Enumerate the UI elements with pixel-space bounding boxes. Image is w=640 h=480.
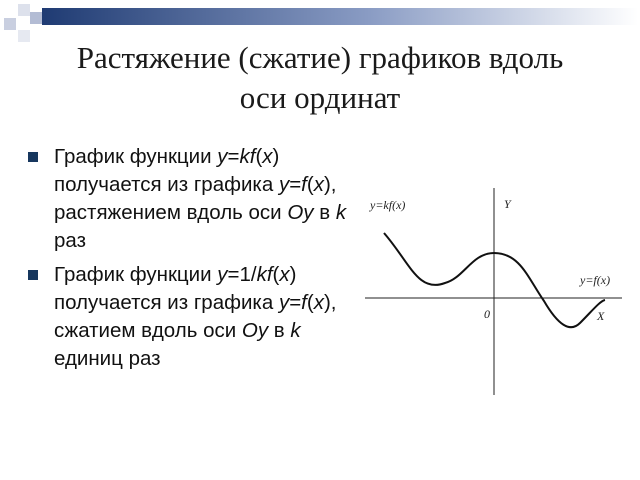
math-symbol: y bbox=[278, 291, 290, 314]
bullet-text-segment: ) получается из графика bbox=[54, 263, 297, 314]
square-bullet-icon bbox=[28, 270, 38, 280]
bullet-text-segment: ) получается из графика bbox=[54, 145, 280, 196]
bullet-text bbox=[54, 261, 358, 373]
bullet-text-segment: ( bbox=[255, 145, 263, 168]
bullet-text-segment: = bbox=[289, 173, 302, 196]
math-symbol: Oy bbox=[287, 201, 314, 224]
math-symbol: kf bbox=[256, 263, 273, 286]
math-symbol: x bbox=[313, 291, 324, 314]
origin-label: 0 bbox=[484, 307, 490, 321]
title-line-2: оси ординат bbox=[239, 80, 401, 115]
square-bullet-icon bbox=[28, 152, 38, 162]
math-symbol: k bbox=[290, 319, 301, 342]
bullet-text bbox=[54, 143, 358, 255]
math-symbol: y bbox=[217, 145, 228, 168]
bullet-text-segment: =1/ bbox=[227, 263, 257, 286]
math-symbol: y bbox=[278, 173, 290, 196]
bullet-text-segment: График функции bbox=[54, 145, 218, 168]
bullet-text-segment: ( bbox=[306, 291, 314, 314]
math-symbol: kf bbox=[239, 145, 256, 168]
bullet-item bbox=[28, 143, 358, 255]
label-kfx: y=kf(x) bbox=[370, 198, 406, 212]
slide-title bbox=[20, 38, 620, 118]
math-symbol: f bbox=[301, 291, 307, 314]
bullet-text-segment: в bbox=[268, 319, 291, 342]
math-symbol: y bbox=[217, 263, 228, 286]
math-symbol: x bbox=[279, 263, 290, 286]
bullet-item bbox=[28, 261, 358, 373]
math-symbol: f bbox=[301, 173, 307, 196]
bullet-text-segment: = bbox=[289, 291, 302, 314]
title-line-1: Растяжение (сжатие) графиков вдоль bbox=[76, 40, 564, 75]
bullet-text-segment: График функции bbox=[54, 263, 218, 286]
axis-y-label: Y bbox=[504, 197, 511, 211]
bullet-text-segment: = bbox=[227, 145, 240, 168]
math-symbol: k bbox=[335, 201, 347, 224]
bullet-text-segment: ), сжатием вдоль оси bbox=[54, 291, 337, 342]
bullet-list bbox=[28, 143, 358, 379]
axis-x-label: X bbox=[597, 309, 605, 323]
function-graph bbox=[360, 183, 630, 403]
label-fx: y=f(x) bbox=[580, 273, 611, 287]
bullet-text-segment: единиц раз bbox=[54, 347, 161, 370]
bullet-text-segment: раз bbox=[54, 229, 86, 252]
bullet-text-segment: ( bbox=[272, 263, 280, 286]
bullet-text-segment: в bbox=[313, 201, 336, 224]
math-symbol: x bbox=[313, 173, 324, 196]
math-symbol: Oy bbox=[241, 319, 269, 342]
bullet-text-segment: ( bbox=[306, 173, 314, 196]
bullet-text-segment: ), растяжением вдоль оси bbox=[54, 173, 337, 224]
math-symbol: x bbox=[262, 145, 273, 168]
